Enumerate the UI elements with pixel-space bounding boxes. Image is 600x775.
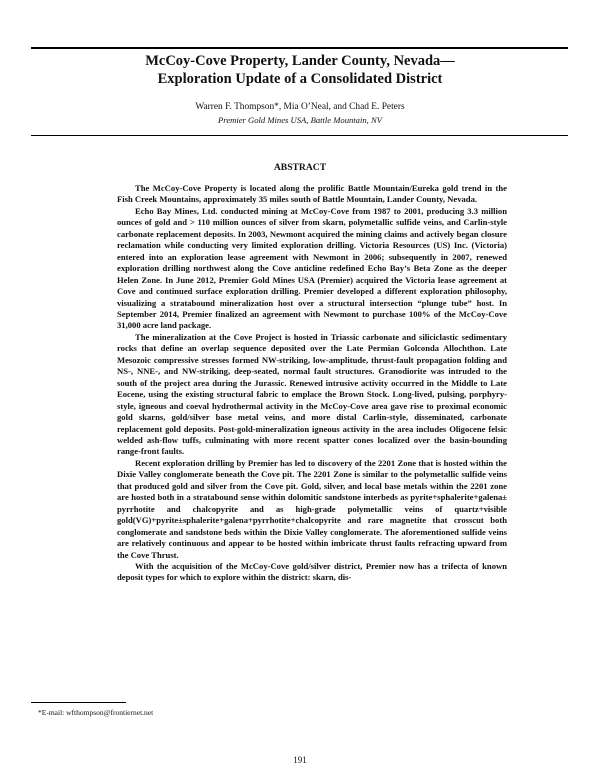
abstract-paragraph-4: Recent exploration drilling by Premier has led to discovery of the 2201 Zone that is hosted within the Dixie Valley conglomerate beneath the Cove pit. The 2201 Zone is similar to the polymetallic sulfide veins that produced gold and silver from the Cove pit. Gold, silver, and local base metals within the 2201 zone are hosted both in a stratabound sense within dolomitic sandstone interbeds as pyrite+sphalerite+galena± pyrrhotite and chalcopyrite and as high-grade polymetallic veins of quartz+visible gold(VG)+pyrite±sphalerite+galena+pyrrhotite+chalcopyrite and rare magnetite that crosscut both conglomerate and sandstone beds within the Dixie Valley conglomerate. The aforementioned sulfide veins are relatively continuous and appear to be hosted within imbricate thrust faults refracting upward from the Cove Thrust.: [117, 457, 507, 560]
footnote-email: *E-mail: wfthompson@frontiernet.net: [38, 708, 154, 717]
abstract-paragraph-5: With the acquisition of the McCoy-Cove gold/silver district, Premier now has a trifecta of known deposit types for which to explore within the district: skarn, dis-: [117, 560, 507, 583]
paper-title: [40, 52, 560, 88]
title-line-2: Exploration Update of a Consolidated District: [157, 71, 443, 87]
abstract-paragraph-2: Echo Bay Mines, Ltd. conducted mining at McCoy-Cove from 1987 to 2001, producing 3.3 million ounces of gold and > 110 million ounces of silver from skarn, polymetallic sulfide veins, and Carlin-style carbonate replacement deposits. In 2003, Newmont acquired the mining claims and actively began closure reclamation while conducting very limited exploration drilling. Victoria Resources (US) Inc. (Victoria) entered into an exploration lease agreement with Newmont in 2006; subsequently in 2007, renewed exploration drilling northwest along the Cove anticline redefined Echo Bay’s Beta Zone as the deeper Helen Zone. In June 2012, Premier Gold Mines USA (Premier) acquired the Victoria lease agreement at Cove and continued surface exploration drilling. Premier developed a different exploration philosophy, visualizing a stratabound mineralization host over a structural intersection “plunge tube” host. In September 2014, Premier finalized an agreement with Newmont to purchase 100% of the McCoy-Cove 31,000 acre land package.: [117, 205, 507, 331]
title-line-1: McCoy-Cove Property, Lander County, Nevada—: [145, 53, 455, 69]
header-rule: [31, 47, 568, 49]
affiliation: Premier Gold Mines USA, Battle Mountain, NV: [218, 115, 382, 125]
abstract-paragraph-1: The McCoy-Cove Property is located along the prolific Battle Mountain/Eureka gold trend in the Fish Creek Mountains, approximately 35 miles south of Battle Mountain, Lander County, Nevada.: [117, 183, 507, 205]
abstract-body: [117, 183, 507, 584]
abstract-paragraph-3: The mineralization at the Cove Project is hosted in Triassic carbonate and siliciclastic sedimentary rocks that define an overlap sequence deposited over the Late Permian Golconda Allochthon. Late Mesozoic compressive stresses formed NW-striking, low-amplitude, thrust-fault propagation folding and NS-, NNE-, and NW-striking, deep-seated, normal fault structures. Granodiorite was intruded to the south of the project area during the Jurassic. Renewed intrusive activity occurred in the Middle to Late Eocene, using the existing structural fabric to emplace the Brown Stock. Long-lived, pulsing, porphyry-style, igneous and coeval hydrothermal activity in the McCoy-Cove area gave rise to proximal economic gold skarns, gold/silver base metal veins, and more distal Carlin-style, disseminated, carbonate replacement gold deposits. Post-gold-mineralization igneous activity in the area includes Oligocene felsic welded ash-flow tuffs, culminating with more recent spatter cones localized over the basin-bounding range-front faults.: [117, 331, 507, 457]
abstract-heading: ABSTRACT: [273, 162, 327, 173]
title-rule: [31, 135, 568, 136]
author-list: Warren F. Thompson*, Mia O’Neal, and Chad E. Peters: [195, 102, 405, 112]
page-number: 191: [293, 755, 307, 765]
footnote-rule: [31, 702, 126, 703]
